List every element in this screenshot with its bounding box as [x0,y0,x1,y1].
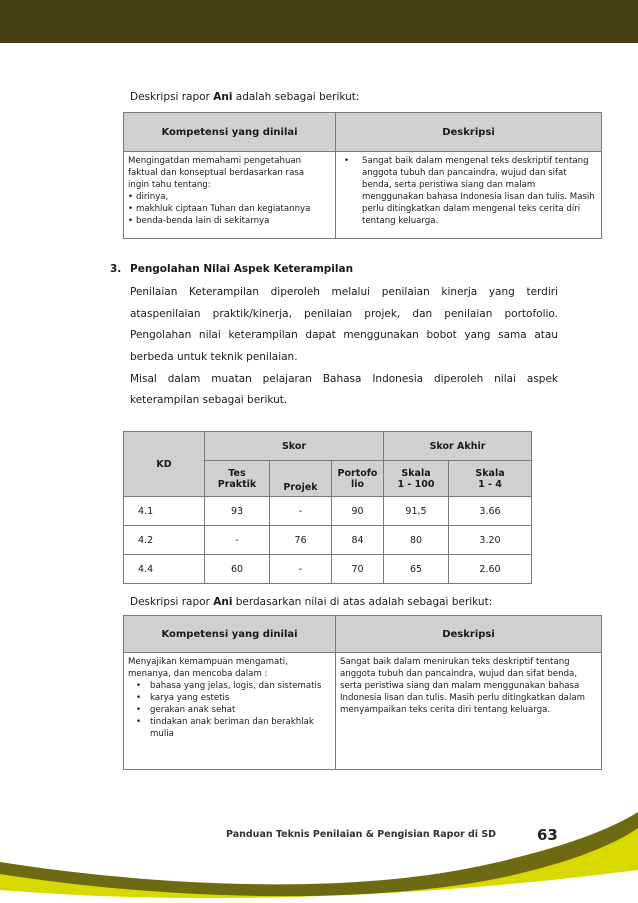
table-cell: 60 [205,555,270,584]
table-cell: 76 [270,526,332,555]
skala-4-header: Skala 1 - 4 [449,461,532,497]
kd-cell: 4.4 [124,555,205,584]
list-item: • karya yang estetis [128,692,331,704]
top-banner [0,0,638,43]
competence-cell [124,152,336,239]
section-title: Pengolahan Nilai Aspek Keterampilan [130,263,354,275]
table-cell: - [205,526,270,555]
table-header-description: Deskripsi [336,113,602,152]
table-row [124,497,532,526]
competence-line: Menyajikan kemampuan mengamati, [128,657,288,667]
table-row [124,555,532,584]
table-cell: 3.20 [449,526,532,555]
skor-header: Skor [205,432,384,461]
competence-table-skills [123,615,602,770]
competence-line: faktual dan konseptual berdasarkan rasa [128,168,305,178]
paragraph-line: Misal dalam muatan pelajaran Bahasa Indonesia diperoleh nilai aspek [130,372,558,385]
list-item: • makhluk ciptaan Tuhan dan kegiatannya [128,203,331,215]
list-item: • gerakan anak sehat [128,704,331,716]
list-item: • bahasa yang jelas, logis, dan sistematis [128,680,331,692]
list-item: • dirinya, [128,191,331,203]
kd-cell: 4.2 [124,526,205,555]
score-table [123,431,532,584]
table-cell: 91,5 [384,497,449,526]
paragraph-line: keterampilan sebagai berikut. [130,394,288,407]
section-number: 3. [110,263,122,275]
paragraph-line: ataspenilaian praktik/kinerja, penilaian projek, dan penilaian portofolio. [130,307,558,320]
table-header-competence: Kompetensi yang dinilai [124,113,336,152]
projek-header: Projek [270,461,332,497]
table-cell: 84 [332,526,384,555]
list-item: • tindakan anak beriman dan berakhlak mulia [128,716,331,740]
section-paragraph [130,282,558,412]
table-cell: - [270,555,332,584]
intro-paragraph-1: Deskripsi rapor Ani adalah sebagai berikut: [130,91,360,103]
table-cell: 93 [205,497,270,526]
table-cell: 65 [384,555,449,584]
competence-line: Mengingatdan memahami pengetahuan [128,156,302,166]
table-cell: 90 [332,497,384,526]
competence-cell [124,653,336,770]
table-cell: 70 [332,555,384,584]
table-cell: 80 [384,526,449,555]
competence-table-knowledge [123,112,602,239]
kd-cell: 4.1 [124,497,205,526]
table-cell: 2.60 [449,555,532,584]
competence-line: ingin tahu tentang: [128,180,211,190]
description-cell: Sangat baik dalam menirukan teks deskriptif tentang anggota tubuh dan pancaindra, wujud dan sifat benda, serta peristiwa siang dan malam menggunakan bahasa Indonesia lisan dan tulis. Masih perlu ditingkatkan dalam menyampaikan teks cerita diri tentang keluarga. [336,653,602,770]
paragraph-line: Penilaian Keterampilan diperoleh melalui penilaian kinerja yang terdiri [130,286,558,298]
skor-akhir-header: Skor Akhir [384,432,532,461]
footer-swoosh [0,800,638,903]
list-item: • benda-benda lain di sekitarnya [128,215,331,227]
table-cell: 3.66 [449,497,532,526]
page-number: 63 [537,826,558,844]
competence-line: menanya, dan mencoba dalam : [128,669,268,679]
table-header-description: Deskripsi [336,616,602,653]
footer-title: Panduan Teknis Penilaian & Pengisian Rapor di SD [226,829,497,840]
list-item: • Sangat baik dalam mengenal teks deskriptif tentang anggota tubuh dan pancaindra, wujud dan sifat benda, serta peristiwa siang dan malam menggunakan bahasa Indonesia lisan dan tulis. Masih perlu ditingkatkan dalam mengenal teks cerita diri tentang keluarga. [340,155,597,227]
portofolio-header: Portofo lio [332,461,384,497]
paragraph-line: berbeda untuk teknik penilaian. [130,351,298,364]
table-header-competence: Kompetensi yang dinilai [124,616,336,653]
description-cell [336,152,602,239]
tes-praktik-header: Tes Praktik [205,461,270,497]
skala-100-header: Skala 1 - 100 [384,461,449,497]
intro-paragraph-2: Deskripsi rapor Ani berdasarkan nilai di atas adalah sebagai berikut: [130,596,493,608]
table-row [124,526,532,555]
table-cell: - [270,497,332,526]
kd-header: KD [124,432,205,497]
paragraph-line: Pengolahan nilai keterampilan dapat menggunakan bobot yang sama atau [130,329,558,342]
